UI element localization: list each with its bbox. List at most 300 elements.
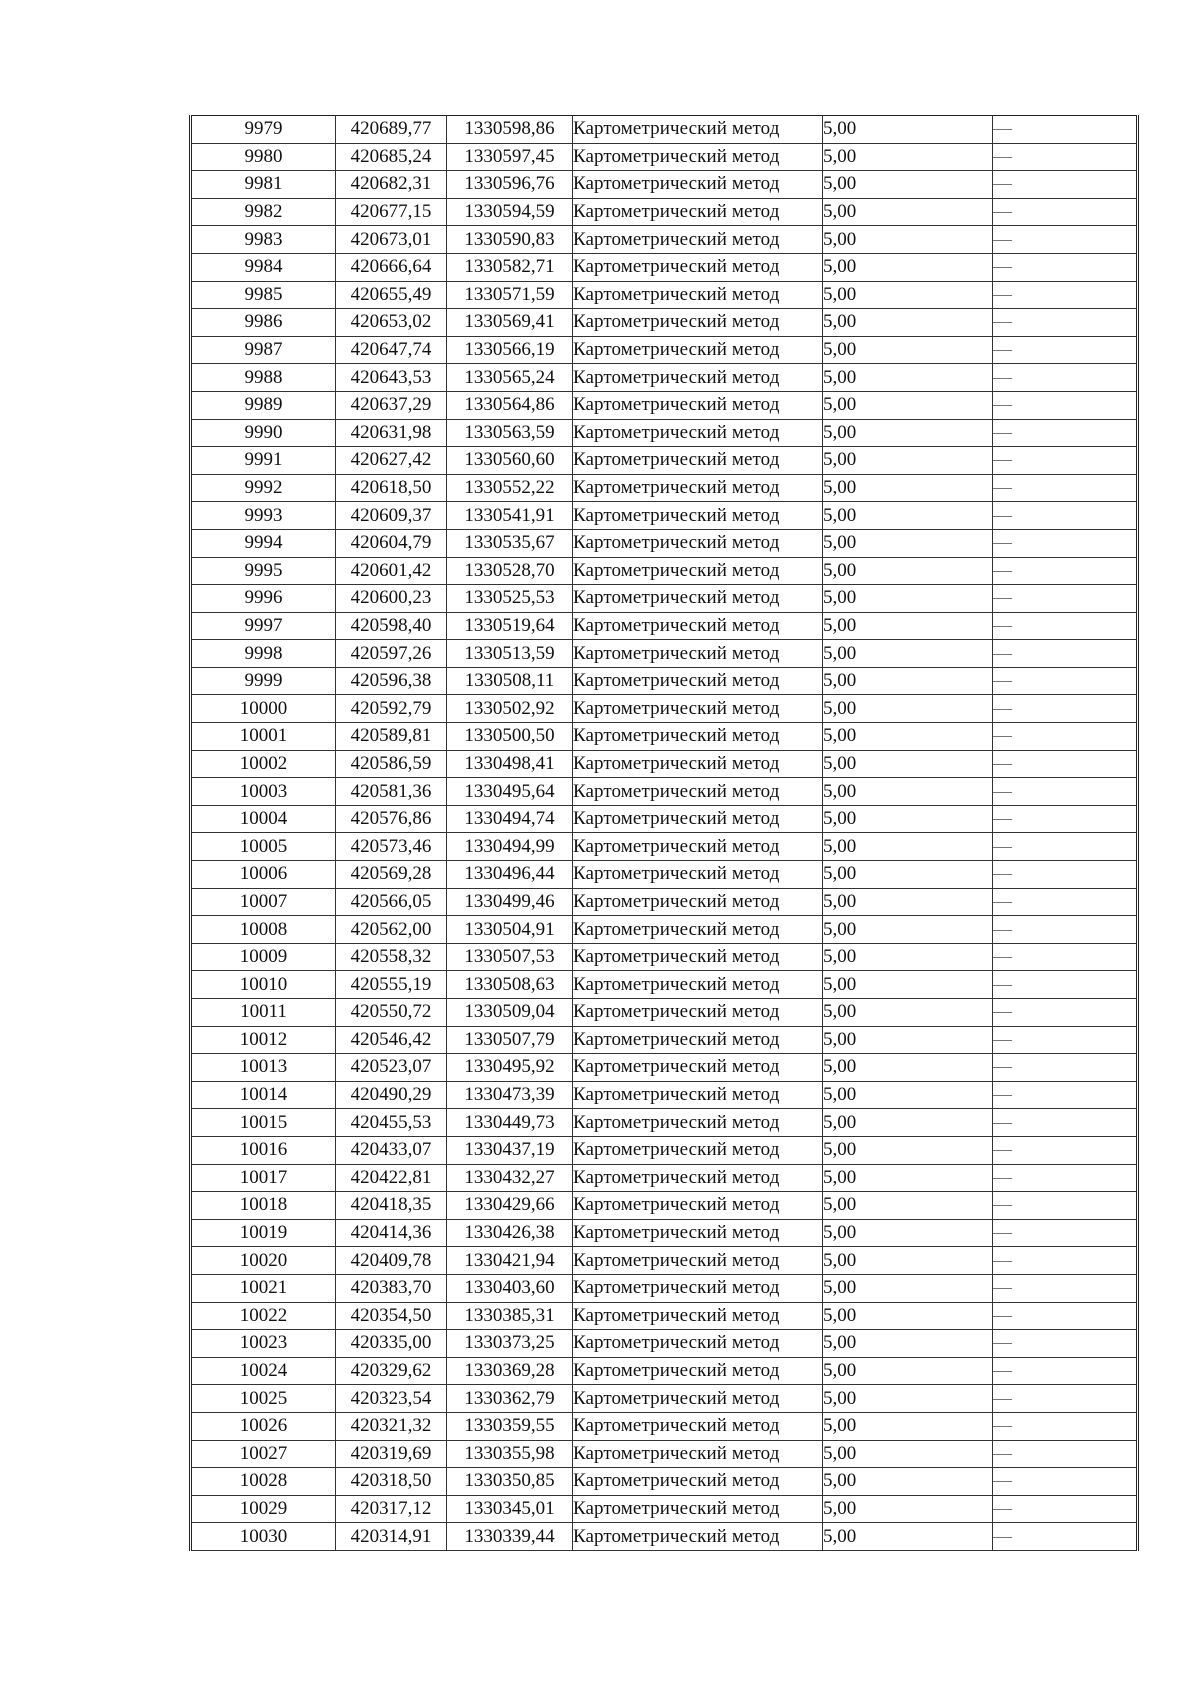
- table-row: [191, 1302, 1138, 1330]
- description-cell: —: [993, 585, 1138, 613]
- table-row: [191, 667, 1138, 695]
- accuracy-cell: 5,00: [823, 971, 993, 999]
- table-row: [191, 1274, 1138, 1302]
- y-coordinate-cell: 1330569,41: [447, 309, 573, 337]
- y-coordinate-cell: 1330564,86: [447, 391, 573, 419]
- table-row: [191, 943, 1138, 971]
- method-cell: Картометрический метод: [573, 171, 823, 199]
- table-row: [191, 778, 1138, 806]
- method-cell: Картометрический метод: [573, 281, 823, 309]
- table-row: [191, 1026, 1138, 1054]
- description-cell: —: [993, 1219, 1138, 1247]
- table-row: [191, 999, 1138, 1027]
- point-number-cell: 10007: [191, 888, 336, 916]
- description-cell: —: [993, 723, 1138, 751]
- point-number-cell: 9985: [191, 281, 336, 309]
- table-row: [191, 1412, 1138, 1440]
- accuracy-cell: 5,00: [823, 171, 993, 199]
- accuracy-cell: 5,00: [823, 419, 993, 447]
- y-coordinate-cell: 1330590,83: [447, 226, 573, 254]
- accuracy-cell: 5,00: [823, 1302, 993, 1330]
- table-body: [191, 116, 1138, 1551]
- y-coordinate-cell: 1330355,98: [447, 1440, 573, 1468]
- description-cell: —: [993, 888, 1138, 916]
- description-cell: —: [993, 1192, 1138, 1220]
- table-row: [191, 1109, 1138, 1137]
- accuracy-cell: 5,00: [823, 1219, 993, 1247]
- method-cell: Картометрический метод: [573, 309, 823, 337]
- accuracy-cell: 5,00: [823, 1495, 993, 1523]
- point-number-cell: 9995: [191, 557, 336, 585]
- table-row: [191, 1136, 1138, 1164]
- point-number-cell: 10005: [191, 833, 336, 861]
- accuracy-cell: 5,00: [823, 557, 993, 585]
- x-coordinate-cell: 420455,53: [336, 1109, 447, 1137]
- table-row: [191, 916, 1138, 944]
- coordinates-table: [189, 115, 1139, 1551]
- method-cell: Картометрический метод: [573, 1523, 823, 1551]
- x-coordinate-cell: 420653,02: [336, 309, 447, 337]
- y-coordinate-cell: 1330496,44: [447, 861, 573, 889]
- y-coordinate-cell: 1330507,79: [447, 1026, 573, 1054]
- method-cell: Картометрический метод: [573, 143, 823, 171]
- table-row: [191, 1357, 1138, 1385]
- table-row: [191, 143, 1138, 171]
- method-cell: Картометрический метод: [573, 502, 823, 530]
- y-coordinate-cell: 1330385,31: [447, 1302, 573, 1330]
- description-cell: —: [993, 1026, 1138, 1054]
- table-row: [191, 1247, 1138, 1275]
- table-row: [191, 309, 1138, 337]
- table-row: [191, 1054, 1138, 1082]
- method-cell: Картометрический метод: [573, 529, 823, 557]
- method-cell: Картометрический метод: [573, 1385, 823, 1413]
- y-coordinate-cell: 1330437,19: [447, 1136, 573, 1164]
- accuracy-cell: 5,00: [823, 226, 993, 254]
- description-cell: —: [993, 529, 1138, 557]
- x-coordinate-cell: 420586,59: [336, 750, 447, 778]
- x-coordinate-cell: 420550,72: [336, 999, 447, 1027]
- x-coordinate-cell: 420598,40: [336, 612, 447, 640]
- method-cell: Картометрический метод: [573, 585, 823, 613]
- y-coordinate-cell: 1330507,53: [447, 943, 573, 971]
- method-cell: Картометрический метод: [573, 750, 823, 778]
- method-cell: Картометрический метод: [573, 253, 823, 281]
- accuracy-cell: 5,00: [823, 364, 993, 392]
- accuracy-cell: 5,00: [823, 750, 993, 778]
- point-number-cell: 10011: [191, 999, 336, 1027]
- accuracy-cell: 5,00: [823, 667, 993, 695]
- method-cell: Картометрический метод: [573, 888, 823, 916]
- x-coordinate-cell: 420569,28: [336, 861, 447, 889]
- accuracy-cell: 5,00: [823, 640, 993, 668]
- point-number-cell: 9986: [191, 309, 336, 337]
- description-cell: —: [993, 419, 1138, 447]
- x-coordinate-cell: 420418,35: [336, 1192, 447, 1220]
- description-cell: —: [993, 364, 1138, 392]
- description-cell: —: [993, 116, 1138, 144]
- x-coordinate-cell: 420566,05: [336, 888, 447, 916]
- point-number-cell: 9984: [191, 253, 336, 281]
- method-cell: Картометрический метод: [573, 778, 823, 806]
- x-coordinate-cell: 420562,00: [336, 916, 447, 944]
- method-cell: Картометрический метод: [573, 612, 823, 640]
- x-coordinate-cell: 420682,31: [336, 171, 447, 199]
- table-row: [191, 833, 1138, 861]
- description-cell: —: [993, 336, 1138, 364]
- method-cell: Картометрический метод: [573, 723, 823, 751]
- description-cell: —: [993, 198, 1138, 226]
- y-coordinate-cell: 1330508,11: [447, 667, 573, 695]
- point-number-cell: 10001: [191, 723, 336, 751]
- y-coordinate-cell: 1330473,39: [447, 1081, 573, 1109]
- x-coordinate-cell: 420422,81: [336, 1164, 447, 1192]
- y-coordinate-cell: 1330494,99: [447, 833, 573, 861]
- method-cell: Картометрический метод: [573, 1440, 823, 1468]
- y-coordinate-cell: 1330495,64: [447, 778, 573, 806]
- method-cell: Картометрический метод: [573, 1081, 823, 1109]
- x-coordinate-cell: 420317,12: [336, 1495, 447, 1523]
- method-cell: Картометрический метод: [573, 695, 823, 723]
- method-cell: Картометрический метод: [573, 391, 823, 419]
- x-coordinate-cell: 420689,77: [336, 116, 447, 144]
- point-number-cell: 10013: [191, 1054, 336, 1082]
- accuracy-cell: 5,00: [823, 861, 993, 889]
- description-cell: —: [993, 1385, 1138, 1413]
- accuracy-cell: 5,00: [823, 1164, 993, 1192]
- point-number-cell: 10026: [191, 1412, 336, 1440]
- x-coordinate-cell: 420631,98: [336, 419, 447, 447]
- description-cell: —: [993, 1523, 1138, 1551]
- table-row: [191, 1385, 1138, 1413]
- table-row: [191, 391, 1138, 419]
- method-cell: Картометрический метод: [573, 226, 823, 254]
- description-cell: —: [993, 695, 1138, 723]
- accuracy-cell: 5,00: [823, 1440, 993, 1468]
- description-cell: —: [993, 640, 1138, 668]
- y-coordinate-cell: 1330597,45: [447, 143, 573, 171]
- description-cell: —: [993, 916, 1138, 944]
- description-cell: —: [993, 1109, 1138, 1137]
- x-coordinate-cell: 420596,38: [336, 667, 447, 695]
- accuracy-cell: 5,00: [823, 1385, 993, 1413]
- x-coordinate-cell: 420609,37: [336, 502, 447, 530]
- y-coordinate-cell: 1330571,59: [447, 281, 573, 309]
- description-cell: —: [993, 612, 1138, 640]
- accuracy-cell: 5,00: [823, 391, 993, 419]
- table-row: [191, 750, 1138, 778]
- point-number-cell: 9980: [191, 143, 336, 171]
- accuracy-cell: 5,00: [823, 695, 993, 723]
- y-coordinate-cell: 1330339,44: [447, 1523, 573, 1551]
- method-cell: Картометрический метод: [573, 1468, 823, 1496]
- accuracy-cell: 5,00: [823, 447, 993, 475]
- accuracy-cell: 5,00: [823, 1330, 993, 1358]
- point-number-cell: 9999: [191, 667, 336, 695]
- y-coordinate-cell: 1330350,85: [447, 1468, 573, 1496]
- y-coordinate-cell: 1330528,70: [447, 557, 573, 585]
- table-row: [191, 1164, 1138, 1192]
- method-cell: Картометрический метод: [573, 364, 823, 392]
- accuracy-cell: 5,00: [823, 281, 993, 309]
- point-number-cell: 10009: [191, 943, 336, 971]
- description-cell: —: [993, 1054, 1138, 1082]
- y-coordinate-cell: 1330509,04: [447, 999, 573, 1027]
- accuracy-cell: 5,00: [823, 1054, 993, 1082]
- point-number-cell: 10008: [191, 916, 336, 944]
- table-row: [191, 198, 1138, 226]
- description-cell: —: [993, 805, 1138, 833]
- y-coordinate-cell: 1330494,74: [447, 805, 573, 833]
- table-row: [191, 281, 1138, 309]
- accuracy-cell: 5,00: [823, 999, 993, 1027]
- point-number-cell: 10022: [191, 1302, 336, 1330]
- x-coordinate-cell: 420329,62: [336, 1357, 447, 1385]
- point-number-cell: 10025: [191, 1385, 336, 1413]
- method-cell: Картометрический метод: [573, 667, 823, 695]
- x-coordinate-cell: 420573,46: [336, 833, 447, 861]
- table-row: [191, 1495, 1138, 1523]
- x-coordinate-cell: 420637,29: [336, 391, 447, 419]
- description-cell: —: [993, 502, 1138, 530]
- method-cell: Картометрический метод: [573, 1247, 823, 1275]
- description-cell: —: [993, 1302, 1138, 1330]
- table-row: [191, 447, 1138, 475]
- point-number-cell: 9998: [191, 640, 336, 668]
- table-row: [191, 1440, 1138, 1468]
- table-row: [191, 612, 1138, 640]
- accuracy-cell: 5,00: [823, 888, 993, 916]
- description-cell: —: [993, 1357, 1138, 1385]
- table-row: [191, 888, 1138, 916]
- y-coordinate-cell: 1330598,86: [447, 116, 573, 144]
- y-coordinate-cell: 1330495,92: [447, 1054, 573, 1082]
- y-coordinate-cell: 1330563,59: [447, 419, 573, 447]
- x-coordinate-cell: 420597,26: [336, 640, 447, 668]
- description-cell: —: [993, 1412, 1138, 1440]
- accuracy-cell: 5,00: [823, 309, 993, 337]
- description-cell: —: [993, 750, 1138, 778]
- table-row: [191, 226, 1138, 254]
- table-row: [191, 1219, 1138, 1247]
- point-number-cell: 10016: [191, 1136, 336, 1164]
- description-cell: —: [993, 861, 1138, 889]
- method-cell: Картометрический метод: [573, 1054, 823, 1082]
- table-row: [191, 171, 1138, 199]
- x-coordinate-cell: 420555,19: [336, 971, 447, 999]
- accuracy-cell: 5,00: [823, 1136, 993, 1164]
- accuracy-cell: 5,00: [823, 1468, 993, 1496]
- x-coordinate-cell: 420589,81: [336, 723, 447, 751]
- y-coordinate-cell: 1330362,79: [447, 1385, 573, 1413]
- accuracy-cell: 5,00: [823, 612, 993, 640]
- method-cell: Картометрический метод: [573, 198, 823, 226]
- x-coordinate-cell: 420314,91: [336, 1523, 447, 1551]
- y-coordinate-cell: 1330513,59: [447, 640, 573, 668]
- description-cell: —: [993, 778, 1138, 806]
- method-cell: Картометрический метод: [573, 805, 823, 833]
- table-row: [191, 336, 1138, 364]
- y-coordinate-cell: 1330594,59: [447, 198, 573, 226]
- method-cell: Картометрический метод: [573, 1026, 823, 1054]
- description-cell: —: [993, 1274, 1138, 1302]
- table-row: [191, 861, 1138, 889]
- description-cell: —: [993, 143, 1138, 171]
- method-cell: Картометрический метод: [573, 1357, 823, 1385]
- point-number-cell: 9991: [191, 447, 336, 475]
- x-coordinate-cell: 420673,01: [336, 226, 447, 254]
- point-number-cell: 10017: [191, 1164, 336, 1192]
- y-coordinate-cell: 1330432,27: [447, 1164, 573, 1192]
- x-coordinate-cell: 420335,00: [336, 1330, 447, 1358]
- y-coordinate-cell: 1330429,66: [447, 1192, 573, 1220]
- method-cell: Картометрический метод: [573, 861, 823, 889]
- x-coordinate-cell: 420643,53: [336, 364, 447, 392]
- method-cell: Картометрический метод: [573, 999, 823, 1027]
- accuracy-cell: 5,00: [823, 253, 993, 281]
- method-cell: Картометрический метод: [573, 1219, 823, 1247]
- accuracy-cell: 5,00: [823, 116, 993, 144]
- point-number-cell: 9992: [191, 474, 336, 502]
- accuracy-cell: 5,00: [823, 805, 993, 833]
- x-coordinate-cell: 420354,50: [336, 1302, 447, 1330]
- point-number-cell: 10027: [191, 1440, 336, 1468]
- y-coordinate-cell: 1330403,60: [447, 1274, 573, 1302]
- y-coordinate-cell: 1330499,46: [447, 888, 573, 916]
- point-number-cell: 10029: [191, 1495, 336, 1523]
- x-coordinate-cell: 420647,74: [336, 336, 447, 364]
- method-cell: Картометрический метод: [573, 447, 823, 475]
- x-coordinate-cell: 420558,32: [336, 943, 447, 971]
- x-coordinate-cell: 420323,54: [336, 1385, 447, 1413]
- method-cell: Картометрический метод: [573, 943, 823, 971]
- table-row: [191, 805, 1138, 833]
- description-cell: —: [993, 667, 1138, 695]
- point-number-cell: 9979: [191, 116, 336, 144]
- description-cell: —: [993, 1081, 1138, 1109]
- description-cell: —: [993, 474, 1138, 502]
- x-coordinate-cell: 420321,32: [336, 1412, 447, 1440]
- accuracy-cell: 5,00: [823, 833, 993, 861]
- accuracy-cell: 5,00: [823, 1357, 993, 1385]
- table-row: [191, 1468, 1138, 1496]
- table-row: [191, 1330, 1138, 1358]
- point-number-cell: 10015: [191, 1109, 336, 1137]
- y-coordinate-cell: 1330426,38: [447, 1219, 573, 1247]
- description-cell: —: [993, 281, 1138, 309]
- description-cell: —: [993, 833, 1138, 861]
- y-coordinate-cell: 1330373,25: [447, 1330, 573, 1358]
- method-cell: Картометрический метод: [573, 1192, 823, 1220]
- point-number-cell: 9987: [191, 336, 336, 364]
- method-cell: Картометрический метод: [573, 833, 823, 861]
- x-coordinate-cell: 420604,79: [336, 529, 447, 557]
- table-row: [191, 364, 1138, 392]
- accuracy-cell: 5,00: [823, 502, 993, 530]
- description-cell: —: [993, 1495, 1138, 1523]
- accuracy-cell: 5,00: [823, 585, 993, 613]
- description-cell: —: [993, 557, 1138, 585]
- table-row: [191, 1192, 1138, 1220]
- description-cell: —: [993, 226, 1138, 254]
- y-coordinate-cell: 1330596,76: [447, 171, 573, 199]
- point-number-cell: 9990: [191, 419, 336, 447]
- x-coordinate-cell: 420677,15: [336, 198, 447, 226]
- x-coordinate-cell: 420576,86: [336, 805, 447, 833]
- method-cell: Картометрический метод: [573, 557, 823, 585]
- method-cell: Картометрический метод: [573, 1302, 823, 1330]
- point-number-cell: 10021: [191, 1274, 336, 1302]
- accuracy-cell: 5,00: [823, 198, 993, 226]
- method-cell: Картометрический метод: [573, 1164, 823, 1192]
- point-number-cell: 10020: [191, 1247, 336, 1275]
- point-number-cell: 10028: [191, 1468, 336, 1496]
- description-cell: —: [993, 1440, 1138, 1468]
- point-number-cell: 10014: [191, 1081, 336, 1109]
- x-coordinate-cell: 420318,50: [336, 1468, 447, 1496]
- y-coordinate-cell: 1330508,63: [447, 971, 573, 999]
- accuracy-cell: 5,00: [823, 1109, 993, 1137]
- point-number-cell: 9993: [191, 502, 336, 530]
- y-coordinate-cell: 1330421,94: [447, 1247, 573, 1275]
- y-coordinate-cell: 1330502,92: [447, 695, 573, 723]
- description-cell: —: [993, 1468, 1138, 1496]
- method-cell: Картометрический метод: [573, 419, 823, 447]
- description-cell: —: [993, 309, 1138, 337]
- method-cell: Картометрический метод: [573, 474, 823, 502]
- y-coordinate-cell: 1330560,60: [447, 447, 573, 475]
- accuracy-cell: 5,00: [823, 916, 993, 944]
- y-coordinate-cell: 1330566,19: [447, 336, 573, 364]
- description-cell: —: [993, 1136, 1138, 1164]
- x-coordinate-cell: 420319,69: [336, 1440, 447, 1468]
- table-row: [191, 1523, 1138, 1551]
- description-cell: —: [993, 1247, 1138, 1275]
- y-coordinate-cell: 1330582,71: [447, 253, 573, 281]
- y-coordinate-cell: 1330565,24: [447, 364, 573, 392]
- point-number-cell: 10030: [191, 1523, 336, 1551]
- method-cell: Картометрический метод: [573, 1109, 823, 1137]
- point-number-cell: 10010: [191, 971, 336, 999]
- y-coordinate-cell: 1330535,67: [447, 529, 573, 557]
- accuracy-cell: 5,00: [823, 143, 993, 171]
- accuracy-cell: 5,00: [823, 1192, 993, 1220]
- y-coordinate-cell: 1330345,01: [447, 1495, 573, 1523]
- y-coordinate-cell: 1330500,50: [447, 723, 573, 751]
- x-coordinate-cell: 420618,50: [336, 474, 447, 502]
- method-cell: Картометрический метод: [573, 1330, 823, 1358]
- description-cell: —: [993, 447, 1138, 475]
- y-coordinate-cell: 1330519,64: [447, 612, 573, 640]
- y-coordinate-cell: 1330449,73: [447, 1109, 573, 1137]
- y-coordinate-cell: 1330525,53: [447, 585, 573, 613]
- point-number-cell: 9996: [191, 585, 336, 613]
- table-row: [191, 723, 1138, 751]
- accuracy-cell: 5,00: [823, 1081, 993, 1109]
- table-row: [191, 971, 1138, 999]
- point-number-cell: 10024: [191, 1357, 336, 1385]
- y-coordinate-cell: 1330552,22: [447, 474, 573, 502]
- description-cell: —: [993, 1330, 1138, 1358]
- point-number-cell: 9994: [191, 529, 336, 557]
- point-number-cell: 10004: [191, 805, 336, 833]
- x-coordinate-cell: 420685,24: [336, 143, 447, 171]
- x-coordinate-cell: 420600,23: [336, 585, 447, 613]
- table-row: [191, 695, 1138, 723]
- description-cell: —: [993, 971, 1138, 999]
- description-cell: —: [993, 999, 1138, 1027]
- y-coordinate-cell: 1330541,91: [447, 502, 573, 530]
